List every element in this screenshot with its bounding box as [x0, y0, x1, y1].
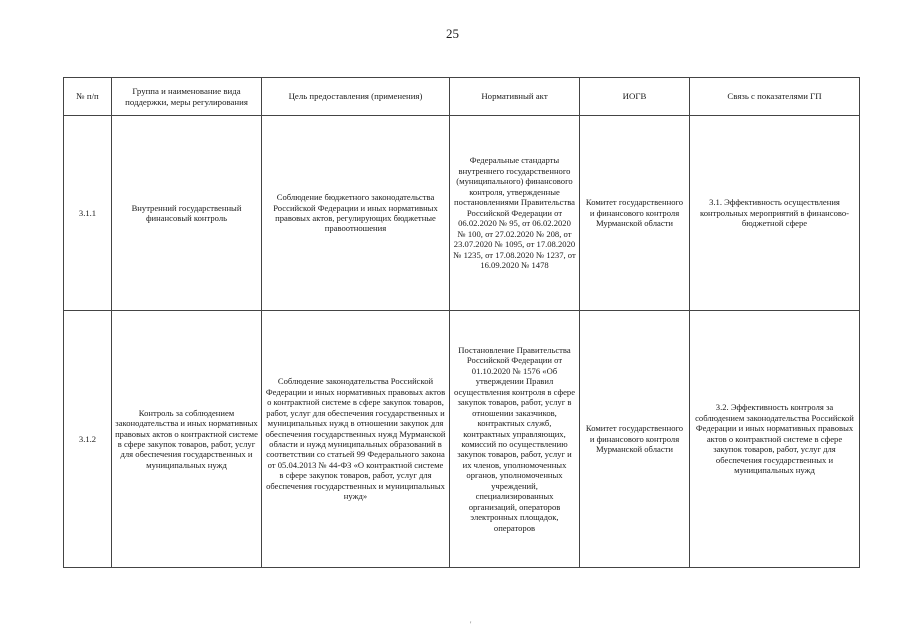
table-row	[64, 311, 860, 568]
footer-mark: '	[470, 620, 472, 629]
support-measures-table	[63, 77, 860, 568]
row-gp-link: 3.1. Эффективность осуществления контрольных мероприятий в финансово-бюджетной сфере	[690, 116, 860, 311]
table-header-row	[64, 78, 860, 116]
page-number: 25	[446, 26, 459, 41]
row-purpose: Соблюдение бюджетного законодательства Российской Федерации и иных нормативных правовых актов, регулирующих бюджетные правоотношения	[262, 116, 450, 311]
row-group: Внутренний государственный финансовый контроль	[112, 116, 262, 311]
row-normative-act: Федеральные стандарты внутреннего государственного (муниципального) финансового контроля, утвержденные постановлениями Правительства Российской Федерации от 06.02.2020 № 95, от 06.02.2020 № 100, от 27.02.2020 № 208, от 23.07.2020 № 1095, от 17.08.2020 № 1235, от 17.08.2020 № 1237, от 16.09.2020 № 1478	[450, 116, 580, 311]
row-group: Контроль за соблюдением законодательства и иных нормативных правовых актов о контрактной системе в сфере закупок товаров, работ, услуг для обеспечения государственных и муниципальных нужд	[112, 311, 262, 568]
row-gp-link: 3.2. Эффективность контроля за соблюдением законодательства Российской Федерации и иных нормативных правовых актов о контрактной системе в сфере закупок товаров, работ, услуг для обеспечения государственных и муниципальных нужд	[690, 311, 860, 568]
row-purpose: Соблюдение законодательства Российской Федерации и иных нормативных правовых актов о контрактной системе в сфере закупок товаров, работ, услуг для обеспечения государственных и муниципальных нужд в отношении закупок для обеспечения государственных нужд Мурманской области и нужд муниципальных образований в соответствии со статьей 99 Федерального закона от 05.04.2013 № 44-ФЗ «О контрактной системе в сфере закупок товаров, работ, услуг для обеспечения государственных и муниципальных нужд»	[262, 311, 450, 568]
header-number: № п/п	[64, 78, 112, 116]
row-iogv: Комитет государственного и финансового контроля Мурманской области	[580, 311, 690, 568]
row-iogv: Комитет государственного и финансового контроля Мурманской области	[580, 116, 690, 311]
table-row	[64, 116, 860, 311]
row-normative-act: Постановление Правительства Российской Федерации от 01.10.2020 № 1576 «Об утверждении Правил осуществления контроля в сфере закупок товаров, работ, услуг в отношении заказчиков, контрактных служб, контрактных управляющих, комиссий по осуществлению закупок товаров, работ, услуг и их членов, уполномоченных органов, уполномоченных учреждений, специализированных организаций, операторов электронных площадок, операторов	[450, 311, 580, 568]
header-group: Группа и наименование вида поддержки, меры регулирования	[112, 78, 262, 116]
row-number: 3.1.2	[64, 311, 112, 568]
row-number: 3.1.1	[64, 116, 112, 311]
header-normative-act: Нормативный акт	[450, 78, 580, 116]
header-purpose: Цель предоставления (применения)	[262, 78, 450, 116]
header-gp-link: Связь с показателями ГП	[690, 78, 860, 116]
header-iogv: ИОГВ	[580, 78, 690, 116]
